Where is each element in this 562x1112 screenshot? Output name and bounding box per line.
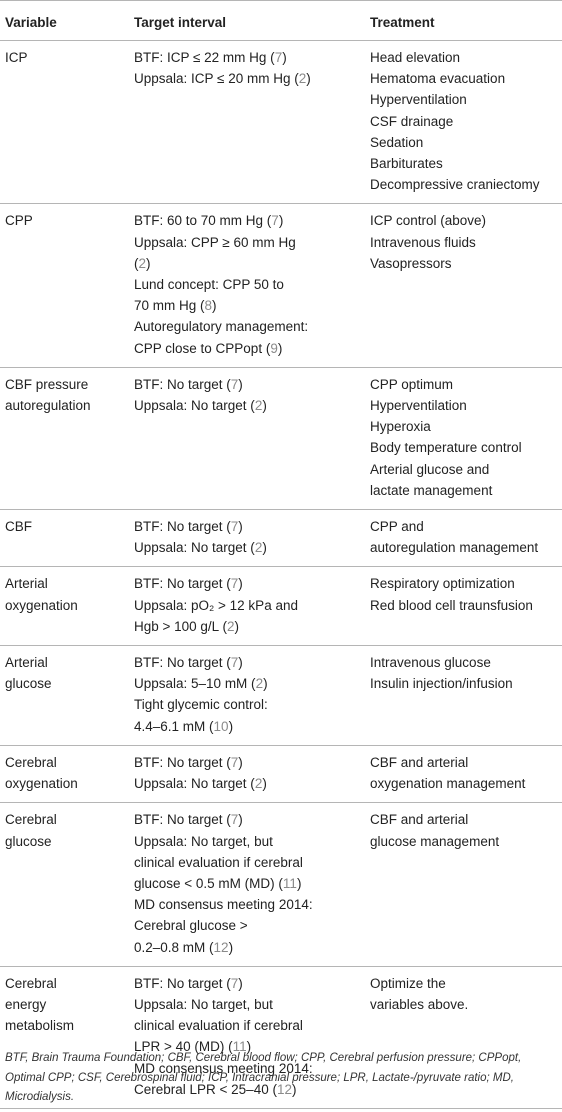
target-text: ) <box>263 676 268 692</box>
variable-text: metabolism <box>5 1018 75 1034</box>
target-text: ) <box>306 71 311 87</box>
treatment-item: Hematoma evacuation <box>370 71 506 87</box>
table-footnote: BTF, Brain Trauma Foundation; CBF, Cerebral blood flow; CPP, Cerebral perfusion pressure; CPPopt, Optimal CPP; CSF, Cerebrospinal fluid; ICP, Intracranial pressure; LPR, Lactate-/pyruvate ratio; MD, Microdialysis. <box>5 1052 522 1103</box>
target-text: ) <box>234 618 239 634</box>
target-line <box>134 716 358 737</box>
table-row <box>0 646 562 746</box>
treatment-item: Sedation <box>370 134 424 150</box>
variable-cell <box>0 646 128 746</box>
target-text: Uppsala: No target ( <box>134 398 255 414</box>
table-row <box>0 803 562 966</box>
reference-number: 12 <box>213 939 229 955</box>
variable-text: energy <box>5 996 47 1012</box>
variable-text: CBF pressure <box>5 376 89 392</box>
target-text: ) <box>212 298 217 314</box>
target-text: Uppsala: pO₂ > 12 kPa and <box>134 597 298 613</box>
target-text: ) <box>262 776 267 792</box>
table-row <box>0 204 562 367</box>
target-line <box>134 994 358 1015</box>
variable-cell <box>0 204 128 367</box>
reference-number: 2 <box>254 776 263 792</box>
table-row <box>0 745 562 802</box>
target-text: BTF: No target ( <box>134 376 231 392</box>
target-text: Uppsala: No target, but <box>134 996 273 1012</box>
target-line <box>134 831 358 852</box>
target-interval-cell <box>128 204 364 367</box>
target-text: ) <box>238 576 243 592</box>
treatment-item: Head elevation <box>370 50 461 65</box>
target-text: BTF: No target ( <box>134 975 231 991</box>
variable-text: ICP <box>5 50 28 65</box>
treatment-cell <box>364 567 562 646</box>
target-text: ) <box>238 655 243 671</box>
target-interval-cell <box>128 567 364 646</box>
reference-number: 7 <box>230 519 239 535</box>
variable-text: Cerebral <box>5 975 57 991</box>
variable-text: glucose <box>5 676 52 692</box>
treatment-item: Intravenous fluids <box>370 234 476 250</box>
target-text: BTF: No target ( <box>134 655 231 671</box>
target-text: ) <box>228 939 234 955</box>
target-line <box>134 232 358 253</box>
target-line <box>134 338 358 359</box>
target-text: ) <box>228 718 234 734</box>
target-text: ) <box>246 1039 252 1055</box>
target-line <box>134 973 358 994</box>
target-text: Tight glycemic control: <box>134 697 268 713</box>
target-text: Cerebral glucose > <box>134 918 248 934</box>
target-line <box>134 773 358 794</box>
variable-text: Cerebral <box>5 812 57 828</box>
target-text: BTF: 60 to 70 mm Hg ( <box>134 213 272 229</box>
header-treatment: Treatment <box>364 1 562 41</box>
treatment-cell <box>364 367 562 509</box>
variable-cell <box>0 367 128 509</box>
target-line <box>134 752 358 773</box>
target-line <box>134 595 358 616</box>
target-text: MD consensus meeting 2014: <box>134 897 313 913</box>
target-line <box>134 516 358 537</box>
reference-number: 2 <box>255 676 264 692</box>
treatment-item: Red blood cell traunsfusion <box>370 597 533 613</box>
target-text: ( <box>134 255 139 271</box>
target-interval-cell <box>128 41 364 204</box>
target-text: Uppsala: No target ( <box>134 776 255 792</box>
treatment-cell <box>364 646 562 746</box>
target-text: ) <box>262 540 267 556</box>
treatment-item: CPP optimum <box>370 376 454 392</box>
target-text: Uppsala: CPP ≥ 60 mm Hg <box>134 234 296 250</box>
treatment-item: Optimize the <box>370 975 446 991</box>
target-text: clinical evaluation if cerebral <box>134 854 303 870</box>
variable-text: CPP <box>5 213 33 229</box>
target-line <box>134 937 358 958</box>
target-text: ) <box>238 812 243 828</box>
header-row <box>0 1 562 41</box>
target-text: MD consensus meeting 2014: <box>134 1060 313 1076</box>
treatment-item: autoregulation management <box>370 540 539 556</box>
target-line <box>134 573 358 594</box>
reference-number: 7 <box>230 376 239 392</box>
target-text: glucose < 0.5 mM (MD) ( <box>134 875 283 891</box>
variable-text: CBF <box>5 519 32 535</box>
variable-text: oxygenation <box>5 776 78 792</box>
target-interval-cell <box>128 646 364 746</box>
target-text: Uppsala: No target ( <box>134 540 255 556</box>
target-interval-cell <box>128 367 364 509</box>
treatment-item: ICP control (above) <box>370 213 487 229</box>
variable-cell <box>0 510 128 567</box>
treatment-item: CBF and arterial <box>370 812 469 828</box>
target-line <box>134 852 358 873</box>
treatment-item: Vasopressors <box>370 255 452 271</box>
target-text: LPR > 40 (MD) ( <box>134 1039 233 1055</box>
treatment-item: CPP and <box>370 519 424 535</box>
table-row <box>0 367 562 509</box>
table-body <box>0 41 562 1109</box>
treatment-item: CSF drainage <box>370 113 454 129</box>
target-text: Uppsala: 5–10 mM ( <box>134 676 256 692</box>
target-text: 4.4–6.1 mM ( <box>134 718 214 734</box>
reference-number: 9 <box>270 340 278 356</box>
target-text: 0.2–0.8 mM ( <box>134 939 214 955</box>
target-line <box>134 1015 358 1036</box>
variable-text: glucose <box>5 833 52 849</box>
target-text: ) <box>296 875 302 891</box>
reference-number: 7 <box>230 655 239 671</box>
reference-number: 2 <box>254 540 263 556</box>
target-text: BTF: No target ( <box>134 576 231 592</box>
target-text: ) <box>277 340 283 356</box>
treatment-item: Hyperventilation <box>370 92 467 108</box>
treatment-cell <box>364 745 562 802</box>
variable-cell <box>0 41 128 204</box>
target-text: ) <box>238 754 243 770</box>
target-text: BTF: No target ( <box>134 812 231 828</box>
target-interval-cell <box>128 510 364 567</box>
treatment-item: Barbiturates <box>370 156 443 172</box>
table-row <box>0 567 562 646</box>
treatment-item: Intravenous glucose <box>370 655 491 671</box>
target-text: ) <box>262 398 267 414</box>
variable-text: oxygenation <box>5 597 78 613</box>
target-line <box>134 253 358 274</box>
treatment-item: Insulin injection/infusion <box>370 676 513 692</box>
target-text: ) <box>292 1081 297 1097</box>
treatment-item: lactate management <box>370 482 493 498</box>
treatment-cell <box>364 510 562 567</box>
variable-cell <box>0 803 128 966</box>
treatment-item: Decompressive craniectomy <box>370 177 540 193</box>
reference-number: 7 <box>271 213 279 229</box>
target-interval-cell <box>128 803 364 966</box>
treatment-item: Hyperoxia <box>370 419 431 435</box>
treatment-cell <box>364 204 562 367</box>
variable-text: autoregulation <box>5 398 91 414</box>
target-text: BTF: No target ( <box>134 519 231 535</box>
target-text: Uppsala: ICP ≤ 20 mm Hg ( <box>134 71 299 87</box>
target-line <box>134 395 358 416</box>
treatment-cell <box>364 803 562 966</box>
reference-number: 7 <box>230 975 239 991</box>
treatment-item: glucose management <box>370 833 500 849</box>
target-text: ) <box>238 376 243 392</box>
target-text: CPP close to CPPopt ( <box>134 340 271 356</box>
reference-number: 2 <box>254 398 263 414</box>
reference-number: 11 <box>282 875 297 891</box>
treatment-item: Hyperventilation <box>370 398 467 414</box>
target-line <box>134 652 358 673</box>
treatment-item: variables above. <box>370 996 469 1012</box>
reference-number: 2 <box>226 618 235 634</box>
reference-number: 2 <box>298 71 307 87</box>
target-text: Cerebral LPR < 25–40 ( <box>134 1081 277 1097</box>
target-line <box>134 915 358 936</box>
target-line <box>134 894 358 915</box>
target-text: clinical evaluation if cerebral <box>134 1018 303 1034</box>
target-line <box>134 316 358 337</box>
table-row <box>0 510 562 567</box>
target-line <box>134 47 358 68</box>
reference-number: 11 <box>232 1039 247 1055</box>
target-text: Lund concept: CPP 50 to <box>134 277 284 293</box>
variable-cell <box>0 745 128 802</box>
target-line <box>134 374 358 395</box>
target-text: Autoregulatory management: <box>134 319 309 335</box>
variable-text: Arterial <box>5 576 48 592</box>
target-text: ) <box>146 255 151 271</box>
target-line <box>134 694 358 715</box>
variable-cell <box>0 567 128 646</box>
treatment-item: Respiratory optimization <box>370 576 515 592</box>
target-text: ) <box>238 519 243 535</box>
target-line <box>134 295 358 316</box>
target-line <box>134 616 358 637</box>
variable-text: Arterial <box>5 655 48 671</box>
treatment-item: oxygenation management <box>370 776 526 792</box>
target-text: ) <box>278 213 284 229</box>
target-line <box>134 68 358 89</box>
reference-number: 10 <box>213 718 229 734</box>
target-text: BTF: No target ( <box>134 754 231 770</box>
target-line <box>134 673 358 694</box>
target-text: Uppsala: No target, but <box>134 833 273 849</box>
reference-number: 7 <box>230 812 239 828</box>
target-text: ) <box>238 975 243 991</box>
target-line <box>134 210 358 231</box>
reference-number: 2 <box>138 255 147 271</box>
reference-number: 7 <box>274 50 283 65</box>
target-line <box>134 809 358 830</box>
target-line <box>134 873 358 894</box>
target-text: BTF: ICP ≤ 22 mm Hg ( <box>134 50 275 65</box>
reference-number: 7 <box>230 754 239 770</box>
variable-text: Cerebral <box>5 754 57 770</box>
target-text: 70 mm Hg ( <box>134 298 205 314</box>
target-line <box>134 274 358 295</box>
reference-number: 12 <box>276 1081 292 1097</box>
target-interval-cell <box>128 745 364 802</box>
header-target-interval: Target interval <box>128 1 364 41</box>
reference-number: 8 <box>204 298 213 314</box>
reference-number: 7 <box>230 576 239 592</box>
treatment-cell <box>364 41 562 204</box>
treatment-item: Arterial glucose and <box>370 461 490 477</box>
table-row <box>0 41 562 204</box>
treatment-item: CBF and arterial <box>370 754 469 770</box>
treatment-item: Body temperature control <box>370 440 522 456</box>
target-text: Hgb > 100 g/L ( <box>134 618 227 634</box>
header-variable: Variable <box>0 1 128 41</box>
target-text: ) <box>282 50 287 65</box>
target-line <box>134 537 358 558</box>
